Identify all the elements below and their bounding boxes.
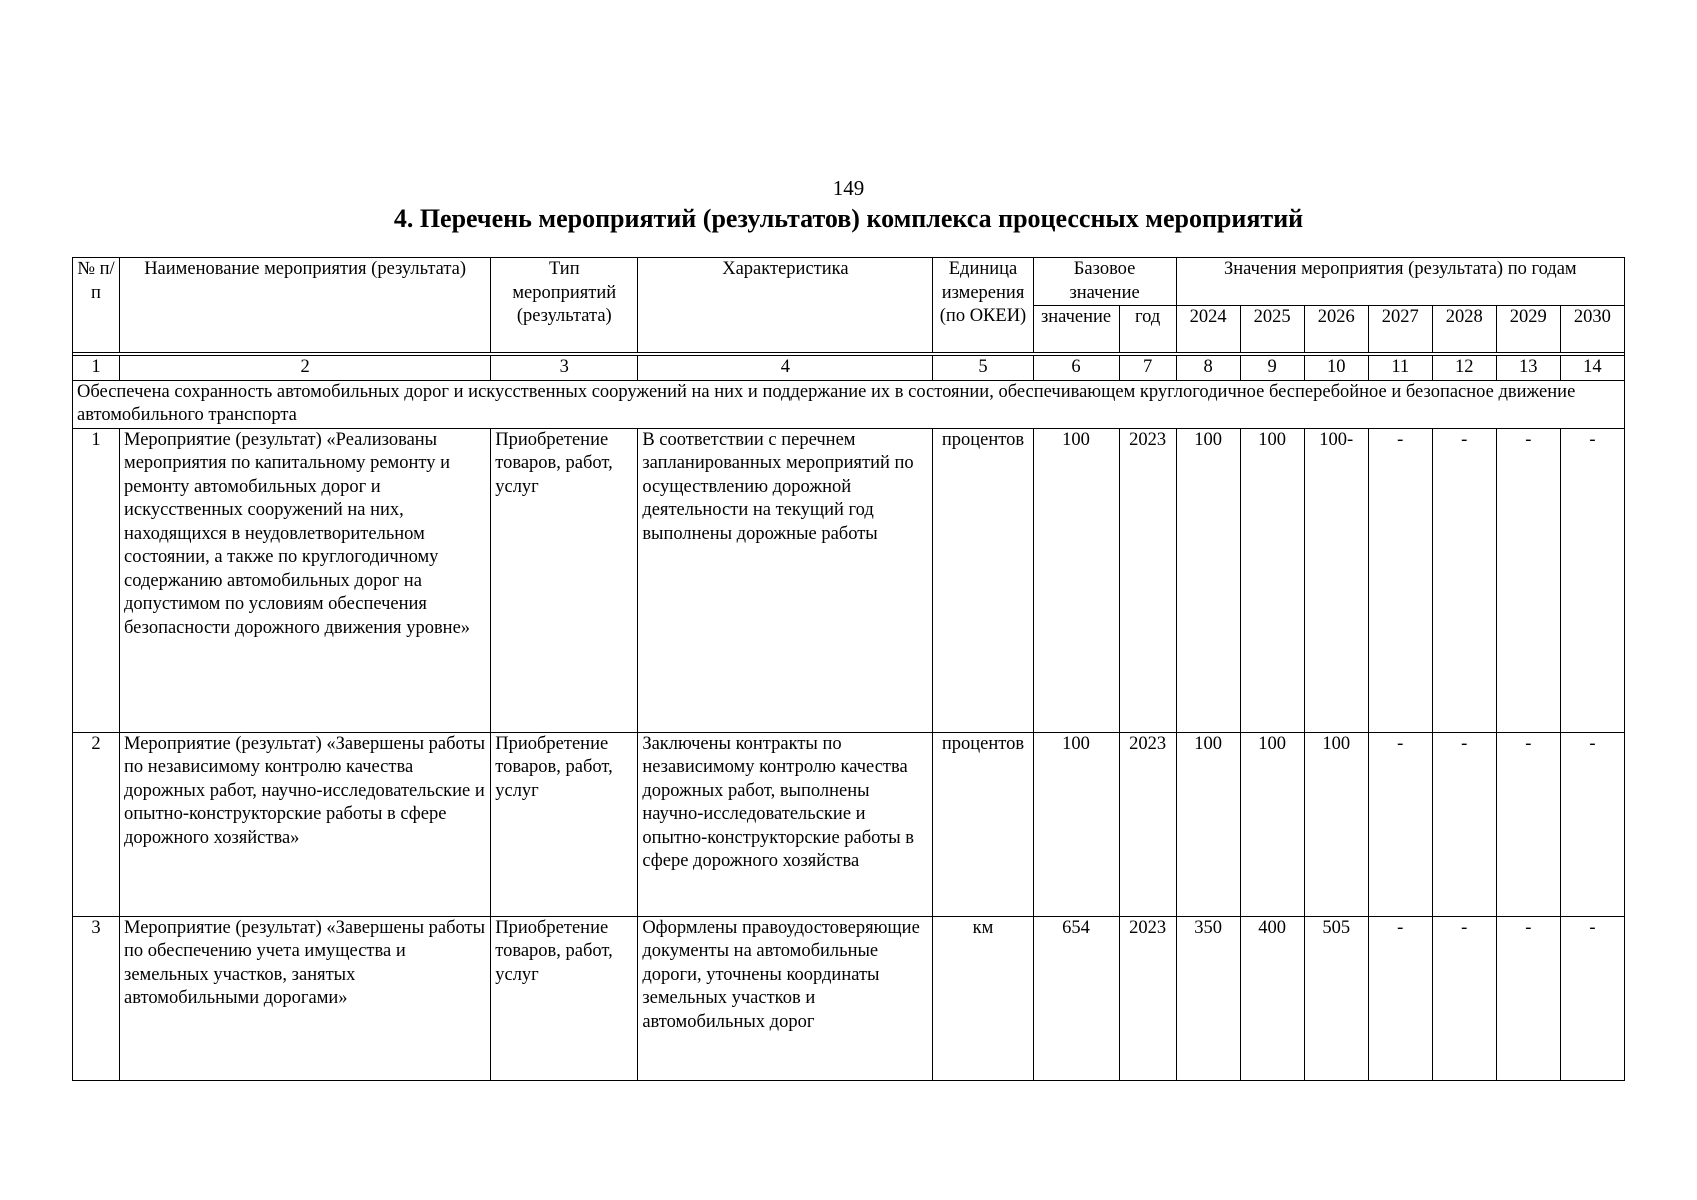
column-number: 3 [491, 356, 638, 381]
table-row [73, 916, 1625, 1080]
header-year: 2029 [1496, 306, 1560, 353]
column-number: 9 [1240, 356, 1304, 381]
row-base-year: 2023 [1119, 916, 1176, 1080]
header-year: 2030 [1560, 306, 1624, 353]
row-base-value: 654 [1033, 916, 1119, 1080]
row-num: 1 [73, 428, 120, 732]
table-row [73, 428, 1625, 732]
header-num: № п/п [73, 258, 120, 353]
column-number: 11 [1368, 356, 1432, 381]
row-value: - [1496, 428, 1560, 732]
header-year: 2028 [1432, 306, 1496, 353]
measures-table [72, 257, 1625, 1081]
column-number: 8 [1176, 356, 1240, 381]
row-value: 100 [1176, 428, 1240, 732]
row-type: Приобретение товаров, работ, услуг [491, 428, 638, 732]
table-row [73, 732, 1625, 916]
column-number: 7 [1119, 356, 1176, 381]
goal-row [73, 380, 1625, 428]
row-value: - [1368, 916, 1432, 1080]
row-name: Мероприятие (результат) «Реализованы мероприятия по капитальному ремонту и ремонту автомобильных дорог и искусственных сооружений на них, находящихся в неудовлетворительном состоянии, а также по круглогодичному содержанию автомобильных дорог на допустимом по условиям обеспечения безопасности дорожного движения уровне» [120, 428, 491, 732]
header-year: 2027 [1368, 306, 1432, 353]
row-value: - [1496, 916, 1560, 1080]
column-number: 5 [933, 356, 1033, 381]
column-number: 2 [120, 356, 491, 381]
row-unit: процентов [933, 732, 1033, 916]
row-unit: км [933, 916, 1033, 1080]
header-characteristic: Характеристика [638, 258, 933, 353]
row-value: 100 [1304, 732, 1368, 916]
header-unit: Единица измерения (по ОКЕИ) [933, 258, 1033, 353]
row-value: - [1432, 428, 1496, 732]
row-value: - [1432, 732, 1496, 916]
row-num: 2 [73, 732, 120, 916]
column-number: 12 [1432, 356, 1496, 381]
header-type: Тип мероприятий (результата) [491, 258, 638, 353]
row-value: 100 [1240, 428, 1304, 732]
row-value: - [1560, 732, 1624, 916]
header-year: 2026 [1304, 306, 1368, 353]
row-base-value: 100 [1033, 732, 1119, 916]
row-value: 505 [1304, 916, 1368, 1080]
row-value: - [1368, 732, 1432, 916]
column-number: 4 [638, 356, 933, 381]
row-unit: процентов [933, 428, 1033, 732]
column-number: 13 [1496, 356, 1560, 381]
header-row [73, 258, 1625, 306]
column-number: 1 [73, 356, 120, 381]
row-value: 100 [1176, 732, 1240, 916]
row-name: Мероприятие (результат) «Завершены работы по обеспечению учета имущества и земельных участков, занятых автомобильными дорогами» [120, 916, 491, 1080]
row-value: - [1368, 428, 1432, 732]
header-name: Наименование мероприятия (результата) [120, 258, 491, 353]
row-value: 100- [1304, 428, 1368, 732]
row-value: 100 [1240, 732, 1304, 916]
goal-text: Обеспечена сохранность автомобильных дорог и искусственных сооружений на них и поддержание их в состоянии, обеспечивающем круглогодичное бесперебойное и безопасное движение автомобильного транспорта [73, 380, 1625, 428]
header-year: 2025 [1240, 306, 1304, 353]
row-value: 350 [1176, 916, 1240, 1080]
row-value: - [1560, 916, 1624, 1080]
header-base-value: значение [1033, 306, 1119, 353]
row-value: - [1432, 916, 1496, 1080]
column-number: 14 [1560, 356, 1624, 381]
row-num: 3 [73, 916, 120, 1080]
header-year: 2024 [1176, 306, 1240, 353]
header-values-by-year: Значения мероприятия (результата) по годам [1176, 258, 1624, 306]
row-characteristic: Оформлены правоудостоверяющие документы на автомобильные дороги, уточнены координаты земельных участков и автомобильных дорог [638, 916, 933, 1080]
document-title: 4. Перечень мероприятий (результатов) комплекса процессных мероприятий [393, 204, 1304, 233]
row-value: - [1496, 732, 1560, 916]
row-type: Приобретение товаров, работ, услуг [491, 916, 638, 1080]
header-base: Базовое значение [1033, 258, 1176, 306]
column-numbers-row [73, 356, 1625, 381]
row-name: Мероприятие (результат) «Завершены работы по независимому контролю качества дорожных работ, научно-исследовательские и опытно-конструкторские работы в сфере дорожного хозяйства» [120, 732, 491, 916]
row-base-year: 2023 [1119, 428, 1176, 732]
row-type: Приобретение товаров, работ, услуг [491, 732, 638, 916]
row-value: - [1560, 428, 1624, 732]
column-number: 6 [1033, 356, 1119, 381]
page-number: 149 [832, 176, 865, 200]
row-characteristic: В соответствии с перечнем запланированных мероприятий по осуществлению дорожной деятельности на текущий год выполнены дорожные работы [638, 428, 933, 732]
row-base-value: 100 [1033, 428, 1119, 732]
column-number: 10 [1304, 356, 1368, 381]
header-base-year: год [1119, 306, 1176, 353]
row-base-year: 2023 [1119, 732, 1176, 916]
row-value: 400 [1240, 916, 1304, 1080]
row-characteristic: Заключены контракты по независимому контролю качества дорожных работ, выполнены научно-исследовательские и опытно-конструкторские работы в сфере дорожного хозяйства [638, 732, 933, 916]
